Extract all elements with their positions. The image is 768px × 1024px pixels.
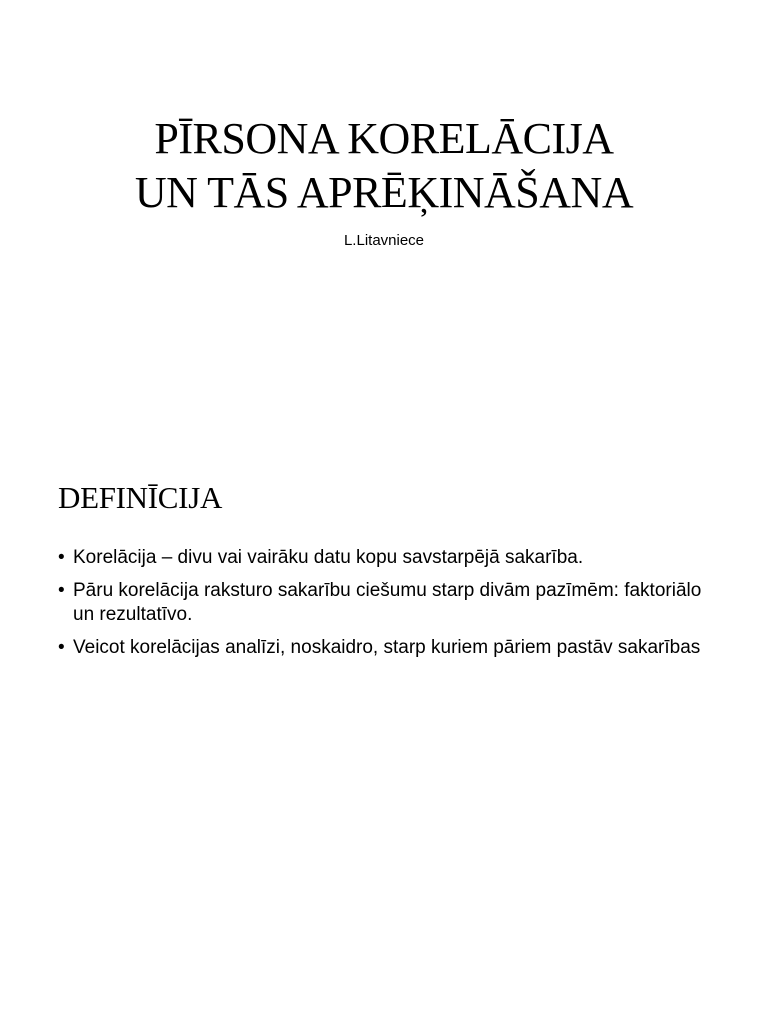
slide-title-line-1: PĪRSONA KORELĀCIJA <box>154 114 614 163</box>
bullet-item <box>58 546 718 570</box>
bullet-icon: • <box>58 547 65 568</box>
bullet-text: Veicot korelācijas analīzi, noskaidro, starp kuriem pāriem pastāv sakarības <box>73 637 701 658</box>
bullet-item <box>58 579 718 627</box>
section-heading: DEFINĪCIJA <box>58 480 223 515</box>
bullet-list <box>58 546 718 669</box>
bullet-icon: • <box>58 580 65 601</box>
slide-title-line-2: UN TĀS APRĒĶINĀŠANA <box>134 168 634 217</box>
title-slide <box>0 0 768 420</box>
bullet-icon: • <box>58 637 65 658</box>
bullet-text: Korelācija – divu vai vairāku datu kopu savstarpējā sakarība. <box>73 547 584 568</box>
bullet-item <box>58 636 718 660</box>
definition-slide <box>0 420 768 1024</box>
bullet-text: Pāru korelācija raksturo sakarību ciešumu starp divām pazīmēm: faktoriālo un rezultatīvo. <box>73 580 702 625</box>
author-name: L.Litavniece <box>343 232 425 249</box>
